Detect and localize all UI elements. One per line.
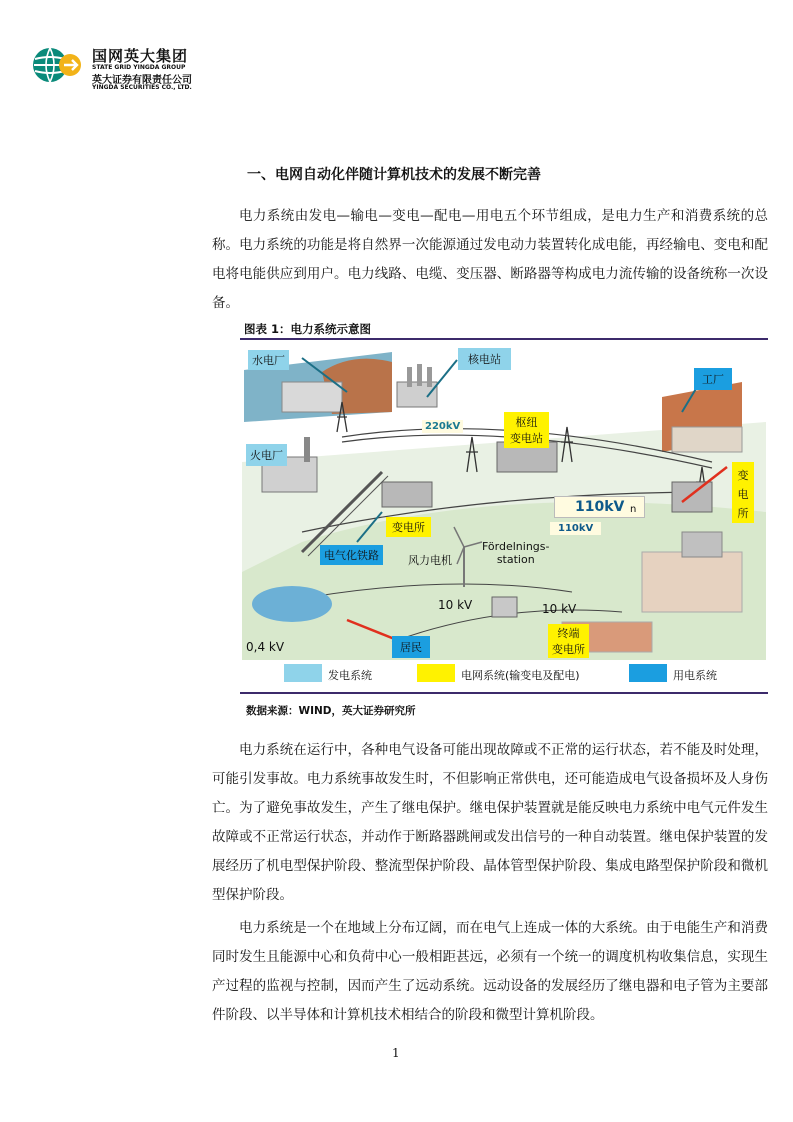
label-220kv: 220kV [422, 420, 463, 433]
label-terminal-line2: 变电所 [552, 643, 585, 656]
paragraph-1-text: 电力系统由发电—输电—变电—配电—用电五个环节组成，是电力生产和消费系统的总称。电力系统的功能是将自然界一次能源通过发电动力装置转化成电能，再经输电、变电和配电将电能供应到用户。电力线路、电缆、变压器、断路器等构成电力流传输的设备统称一次设备。 [212, 208, 768, 311]
label-fordelning-line2: station [496, 553, 535, 566]
brand-subsidiary-en: YINGDA SECURITIES CO., LTD. [92, 84, 192, 91]
label-04kv: 0,4 kV [246, 640, 285, 654]
label-hub-substation [504, 412, 549, 448]
legend-use-label: 用电系统 [673, 669, 717, 682]
power-system-diagram [242, 342, 766, 688]
label-fordelning-line1: Fördelnings- [482, 540, 550, 553]
label-10kv-left: 10 kV [438, 598, 473, 612]
brand-name-en: STATE GRID YINGDA GROUP [92, 64, 186, 71]
label-wind: 风力电机 [408, 554, 452, 567]
state-grid-logo-icon [30, 45, 86, 85]
label-railway: 电气化铁路 [320, 545, 383, 565]
paragraph-1 [212, 202, 768, 318]
label-hub-line2: 变电站 [510, 432, 543, 445]
label-substation-right [732, 462, 754, 523]
paragraph-3-text: 电力系统是一个在地域上分布辽阔，而在电气上连成一体的大系统。由于电能生产和消费同时发生且能源中心和负荷中心一般相距甚远，必须有一个统一的调度机构收集信息，实现生产过程的监视与控制，因而产生了远动系统。远动设备的发展经历了继电器和电子管为主要部件阶段、以半导体和计算机技术相结合的阶段和微型计算机阶段。 [212, 920, 768, 1023]
label-110kv-big: 110kV [554, 496, 645, 518]
label-thermal: 火电厂 [246, 444, 287, 466]
label-10kv-right: 10 kV [542, 602, 577, 616]
label-hub-line1: 枢纽 [515, 416, 538, 429]
label-hydro: 水电厂 [248, 350, 289, 370]
label-110kv-small: 110kV [550, 522, 601, 535]
label-substation-right-text: 变电所 [737, 469, 749, 520]
paragraph-3 [212, 914, 768, 1030]
label-residents: 居民 [392, 636, 430, 658]
figure-top-rule [240, 338, 768, 340]
label-terminal-line1: 终端 [557, 627, 580, 640]
brand-name: 国网英大集团 [92, 47, 189, 65]
paragraph-2-text: 电力系统在运行中，各种电气设备可能出现故障或不正常的运行状态，若不能及时处理，可能引发事故。电力系统事故发生时，不但影响正常供电，还可能造成电气设备损坏及人身伤亡。为了避免事故发生，产生了继电保护。继电保护装置就是能反映电力系统中电气元件发生故障或不正常运行状态，并动作于断路器跳闸或发出信号的一种自动装置。继电保护装置的发展经历了机电型保护阶段、整流型保护阶段、晶体管型保护阶段、集成电路型保护阶段和微机型保护阶段。 [212, 742, 768, 903]
legend-gen-label: 发电系统 [328, 669, 372, 682]
brand-subsidiary: 英大证券有限责任公司 [92, 75, 192, 86]
company-logo [30, 45, 230, 95]
label-substation-mid: 变电所 [386, 517, 431, 537]
paragraph-2 [212, 736, 768, 910]
figure-bottom-rule [240, 692, 768, 694]
label-fordelning [482, 540, 549, 566]
figure-source: 数据来源：WIND，英大证券研究所 [246, 705, 416, 717]
label-terminal-substation [548, 624, 589, 658]
legend-swatch-use [629, 664, 667, 682]
page-number: 1 [392, 1046, 400, 1060]
section-title: 一、电网自动化伴随计算机技术的发展不断完善 [247, 167, 541, 183]
legend-grid-label: 电网系统(输变电及配电) [461, 669, 580, 682]
legend-swatch-gen [284, 664, 322, 682]
legend-swatch-grid [417, 664, 455, 682]
figure-caption: 图表 1：电力系统示意图 [244, 322, 372, 336]
label-nuclear: 核电站 [458, 348, 511, 370]
label-n: n [630, 504, 637, 515]
label-factory: 工厂 [694, 368, 732, 390]
power-system-illustration [242, 342, 766, 688]
